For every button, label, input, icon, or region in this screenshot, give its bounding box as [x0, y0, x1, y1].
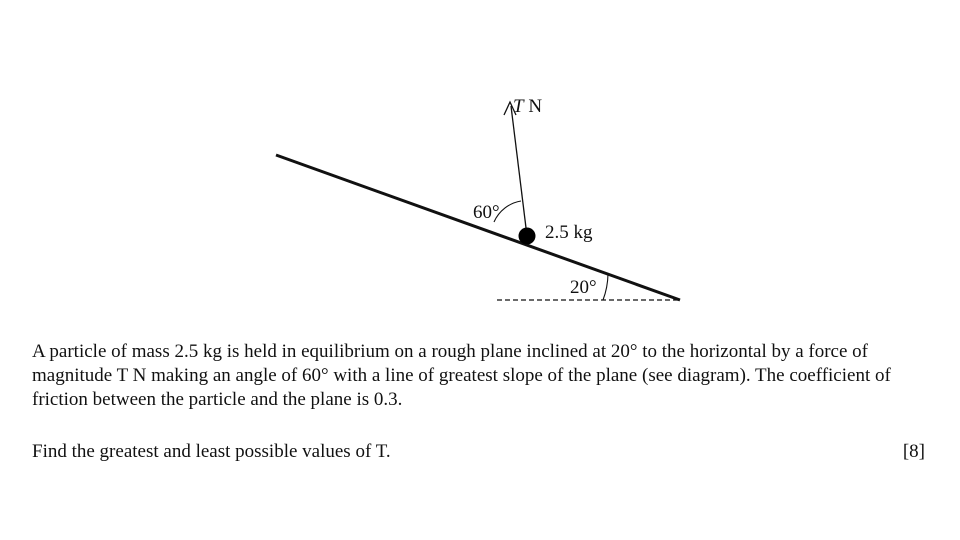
angle-20-label: 20°: [570, 277, 597, 298]
question-paragraph: A particle of mass 2.5 kg is held in equilibrium on a rough plane inclined at 20° to the horizontal by a force of magnitude T N making an angle of 60° with a line of greatest slope of the plane (see diagram). The coefficient of friction between the particle and the plane is 0.3.: [32, 341, 891, 410]
marks-label: [8]: [902, 441, 925, 462]
force-arrow-line: [511, 106, 527, 236]
inclined-plane-line: [276, 155, 680, 300]
angle-60-label: 60°: [473, 202, 500, 223]
question-text: [32, 340, 932, 412]
force-label: T N: [513, 96, 543, 117]
particle: [519, 228, 536, 245]
angle-20-arc: [603, 274, 608, 300]
mass-label: 2.5 kg: [545, 222, 593, 243]
task-line: [32, 440, 925, 464]
task-text: Find the greatest and least possible values of T.: [32, 441, 391, 462]
